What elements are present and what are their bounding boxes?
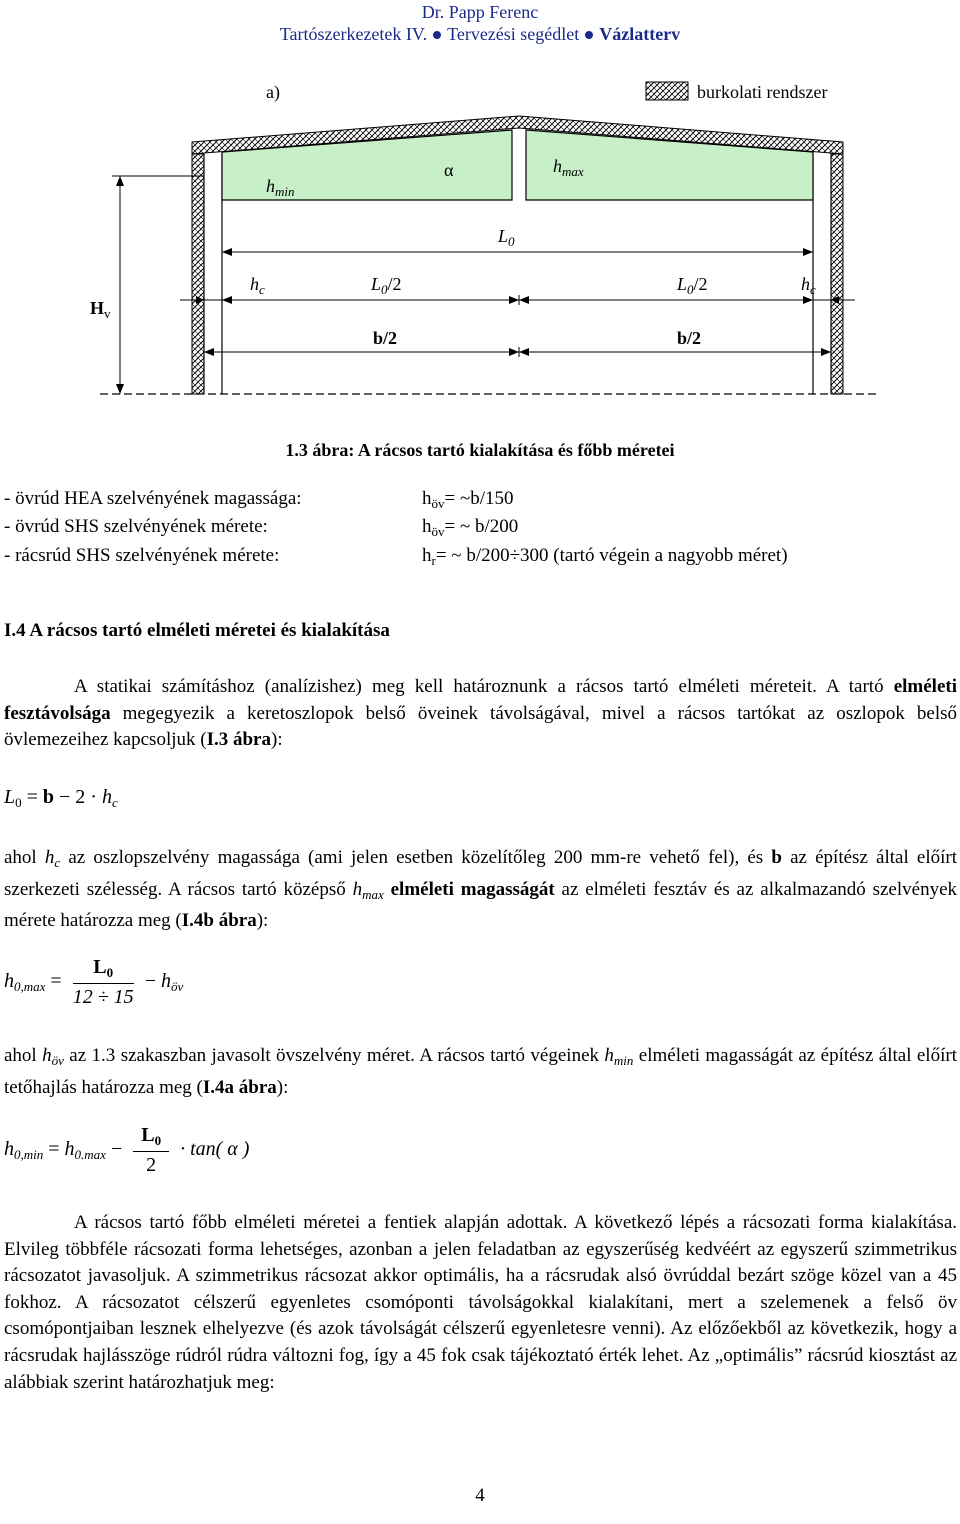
equation-span: $L_0 = b - 2 \cdot h_c$	[4, 786, 118, 810]
bullet-value: $h_r=$ ~ b/200÷300 (tartó végein a nagyobb méret)	[422, 545, 788, 568]
paragraph-3: ahol $h_{öv}$ az 1.3 szakaszban javasolt övszelvény méret. A rácsos tartó végeinek $h_{min}$ elméleti magasságát az építész által előírt tetőhajlás határozza meg (I.4a ábra):	[4, 1045, 957, 1098]
header-section: Vázlatterv	[599, 24, 681, 44]
bullet-label: - rácsrúd SHS szelvényének mérete:	[4, 545, 280, 566]
arrow-icon	[116, 176, 124, 186]
b-half-left-label: b/2	[373, 328, 398, 348]
arrow-icon	[803, 248, 813, 256]
page-number: 4	[475, 1485, 485, 1506]
arrow-icon	[803, 296, 813, 304]
paragraph-1: A statikai számításhoz (analízishez) meg kell határoznunk a rácsos tartó elméleti méreteit. A tartó elméleti fesztávolsága megegyezik a keretoszlopok belső öveinek távolságával, mivel a rácsos tartókat az oszlopok belső övlemezeihez kapcsoljuk (I.3 ábra):	[4, 676, 957, 751]
panel-label: a)	[266, 82, 280, 102]
arrow-icon	[519, 348, 529, 356]
figure-caption: 1.3 ábra: A rácsos tartó kialakítása és főbb méretei	[285, 440, 675, 460]
bullet-item	[4, 516, 519, 539]
truss-figure	[0, 70, 960, 410]
bullet-dot-icon	[585, 31, 593, 39]
arrow-icon	[204, 348, 214, 356]
equation-min-height: $h_{0,min} = h_{0.max}$ − $\frac{L_0}{2}$ · tan( α )	[4, 1124, 250, 1176]
section-heading: I.4 A rácsos tartó elméleti méretei és kialakítása	[4, 620, 390, 641]
paragraph-2: ahol $h_c$ az oszlopszelvény magassága (ami jelen esetben közelítőleg 200 mm-re vehető fel), és b az építész által előírt szerkezeti szélesség. A rácsos tartó középső $h_{max}$ elméleti magasságát az elméleti fesztáv és az alkalmazandó szelvények mérete határozza meg (I.4b ábra):	[4, 847, 958, 932]
paragraph-4: A rácsos tartó főbb elméleti méretei a fentiek alapján adottak. A következő lépés a rácsozati forma kialakítása. Elvileg többféle rácsozati forma lehetséges, azonban a jelen feladatban az egyszerűség kedvéért az egyszerű szimmetrikus rácsozatot javasoljuk. A szimmetrikus rácsozat akkor optimális, ha a rácsrudak alsó övrúddal bezárt szöge közel van a 45 fokhoz. A rácsozatot célszerű egyenletes csomóponti távolságokkal kialakítani, mert a szelemenek a felső öv csomópontjaiban lesznek elhelyezve (és azok távolságát célszerű egyenletesre venni). Az előzőekből az következik, hogy a rácsrudak hajlásszöge rúdról rúdra változni fog, így a 45 fok csak tájékoztató érték lehet. Az „optimális” rácsrúd kiosztást az alábbiak szerint határozhatjuk meg:	[4, 1212, 957, 1393]
h-min-label: $h_{min}$	[266, 176, 295, 199]
bullet-label: - övrúd HEA szelvényének magassága:	[4, 488, 302, 509]
arrow-icon	[116, 384, 124, 394]
l0-half-left-label: $L_0/2$	[371, 274, 402, 297]
equation-max-height: $h_{0,max}$ = $\frac{L_0}{12 \div 15}$ − $h_{öv}$	[4, 956, 184, 1008]
alpha-label: α	[444, 160, 454, 180]
arrow-icon	[509, 348, 519, 356]
hc-right-label: $h_c$	[801, 274, 816, 297]
arrow-icon	[821, 348, 831, 356]
l0-half-right-label: $L_0/2$	[677, 274, 708, 297]
hv-label: $H_v$	[90, 298, 111, 321]
hc-left-label: $h_c$	[250, 274, 265, 297]
b-half-right-label: b/2	[677, 328, 702, 348]
arrow-icon	[509, 296, 519, 304]
bullet-dot-icon	[433, 31, 441, 39]
arrow-icon	[222, 248, 232, 256]
left-column-cladding	[192, 154, 204, 394]
arrow-icon	[222, 296, 232, 304]
bullet-item	[4, 488, 514, 511]
legend-label: burkolati rendszer	[697, 82, 828, 102]
header-course: Tartószerkezetek IV.	[279, 24, 428, 44]
bullet-item	[4, 545, 788, 568]
bullet-value: $h_{öv}=$ ~b/150	[422, 488, 514, 511]
right-column-cladding	[831, 154, 843, 394]
arrow-icon	[519, 296, 529, 304]
header-guide: Tervezési segédlet	[447, 24, 580, 44]
legend-swatch	[646, 82, 688, 100]
h-max-label: $h_{max}$	[553, 156, 584, 179]
bullet-label: - övrúd SHS szelvényének mérete:	[4, 516, 268, 537]
l0-label: $L_0$	[498, 226, 515, 249]
header-author: Dr. Papp Ferenc	[421, 2, 539, 22]
bullet-value: $h_{öv}=$ ~ b/200	[422, 516, 519, 539]
header-line	[0, 24, 960, 45]
